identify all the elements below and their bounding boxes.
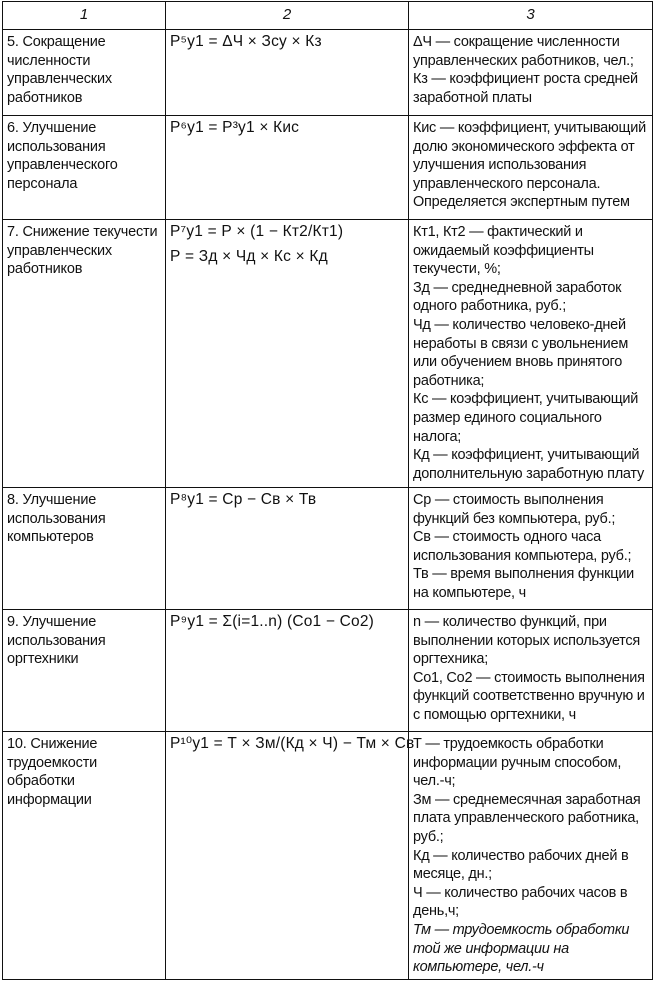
row-formula — [166, 732, 415, 980]
description-line: n — количество функций, при выполнении которых используется оргтехника; — [413, 614, 640, 668]
row-name: 5. Сокращение численности управленческих работников — [3, 30, 166, 116]
row-description — [409, 116, 653, 220]
table-row — [3, 610, 653, 732]
row-description — [409, 220, 653, 488]
row-formula — [166, 30, 409, 116]
description-line: Тм — трудоемкость обработки той же информации на компьютере, чел.-ч — [413, 921, 630, 976]
description-line: Тв — время выполнения функции на компьютере, ч — [413, 566, 635, 601]
table-row — [3, 220, 653, 488]
description-line: Кз — коэффициент роста средней заработной платы — [413, 71, 638, 106]
description-line: Св — стоимость одного часа использования компьютера, руб.; — [413, 529, 632, 564]
header-row — [3, 2, 653, 30]
formula: Р = Зд × Чд × Кс × Кд — [170, 247, 328, 265]
formula: Р⁹у1 = Σ(i=1..n) (Со1 − Со2) — [170, 613, 375, 630]
formula: Р⁸у1 = Ср − Св × Тв — [170, 491, 317, 508]
table-row — [3, 30, 653, 116]
row-name: 7. Снижение текучести управленческих работников — [3, 220, 166, 488]
row-description — [409, 610, 653, 732]
description-line: Кс — коэффициент, учитывающий размер единого социального налога; — [413, 391, 639, 445]
header-col-2: 2 — [166, 2, 409, 30]
row-formula — [166, 220, 409, 488]
description-line: Т — трудоемкость обработки информации ручным способом, чел.-ч; — [413, 736, 622, 790]
description-line: ΔЧ — сокращение численности управленческих работников, чел.; — [413, 34, 634, 69]
row-name: 10. Снижение трудоемкости обработки информации — [3, 732, 166, 980]
row-description — [409, 30, 653, 116]
table-row — [3, 488, 653, 610]
row-name: 6. Улучшение использования управленческого персонала — [3, 116, 166, 220]
header-col-1: 1 — [3, 2, 166, 30]
row-formula — [166, 610, 409, 732]
row-formula — [166, 116, 409, 220]
description-line: Зд — среднедневной заработок одного работника, руб.; — [413, 279, 622, 315]
description-line: Со1, Со2 — стоимость выполнения функций соответственно вручную и с помощью оргтехники, ч — [413, 669, 645, 723]
description-line: Кт1, Кт2 — фактический и ожидаемый коэффициенты текучести, %; — [413, 224, 594, 278]
row-description — [409, 488, 653, 610]
formula: Р⁶у1 = Р³у1 × Кис — [170, 119, 300, 136]
description-line: Зм — среднемесячная заработная плата управленческого работника, руб.; — [413, 791, 641, 845]
description-line: Чд — количество человеко-дней неработы в связи с увольнением или обучением вновь принятого работника; — [413, 316, 629, 389]
formula-table — [2, 1, 653, 980]
row-name: 8. Улучшение использования компьютеров — [3, 488, 166, 610]
table-row — [3, 116, 653, 220]
formula: Р⁷у1 = Р × (1 − Кт2/Кт1) — [170, 223, 344, 240]
description-line: Кис — коэффициент, учитывающий долю экономического эффекта от улучшения использования управленческого персонала. Определяется экспертным путем — [413, 120, 646, 211]
table-row — [3, 732, 653, 980]
row-formula — [166, 488, 409, 610]
description-line: Кд — количество рабочих дней в месяце, дн.; — [413, 847, 629, 883]
row-description — [409, 732, 653, 980]
header-col-3: 3 — [409, 2, 653, 30]
description-line: Кд — коэффициент, учитывающий дополнительную заработную плату — [413, 447, 644, 482]
description-line: Ср — стоимость выполнения функций без компьютера, руб.; — [413, 492, 616, 527]
description-line: Ч — количество рабочих часов в день,ч; — [413, 884, 628, 920]
formula: Р⁵у1 = ΔЧ × Зсу × Кз — [170, 33, 322, 50]
formula: Р¹⁰у1 = Т × Зм/(Кд × Ч) − Тм × Св — [170, 735, 415, 752]
row-name: 9. Улучшение использования оргтехники — [3, 610, 166, 732]
